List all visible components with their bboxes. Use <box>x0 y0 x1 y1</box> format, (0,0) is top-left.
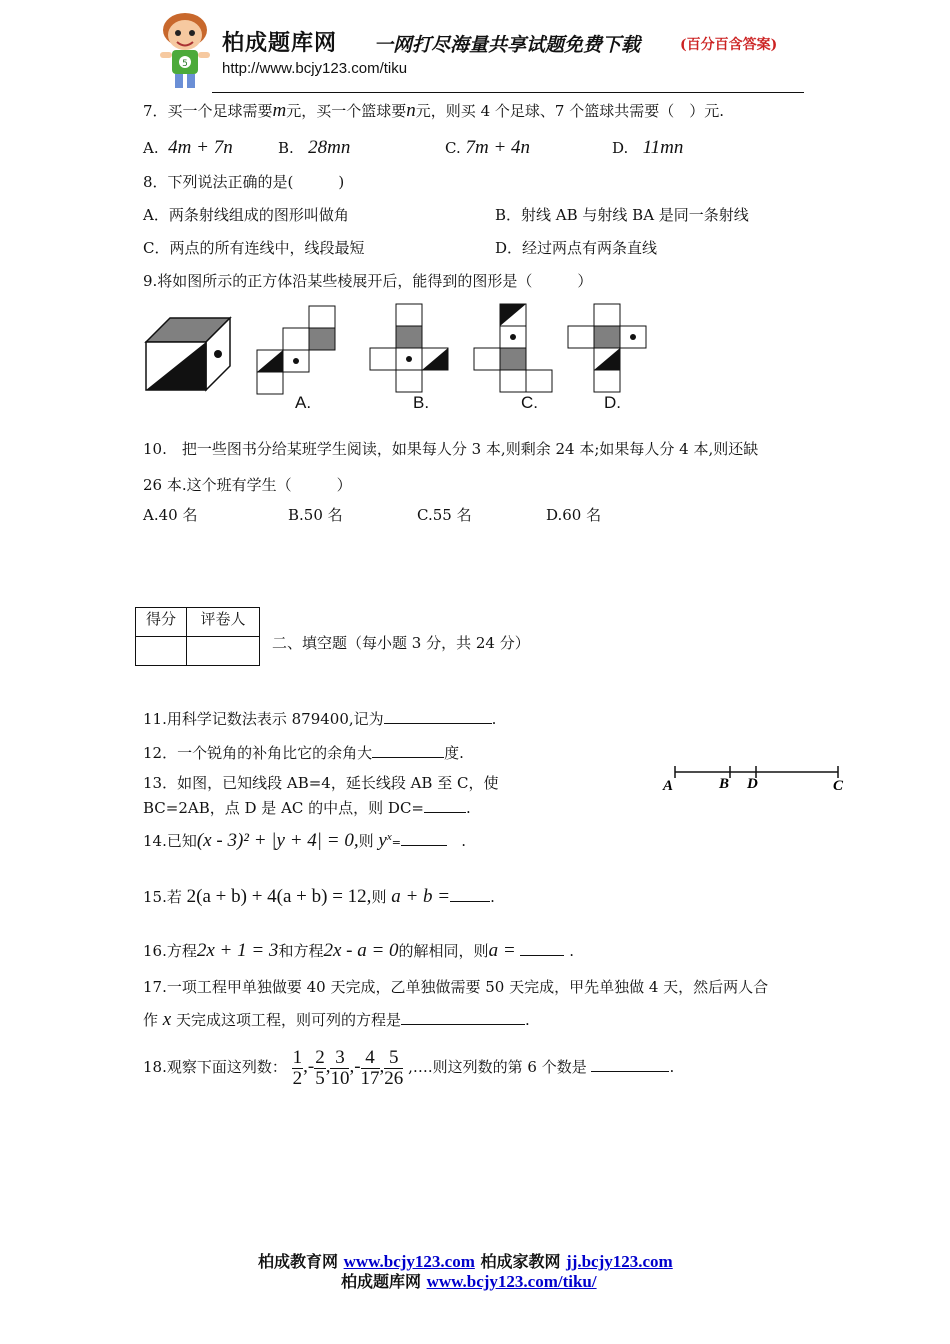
net-c <box>472 303 554 393</box>
site-name: 柏成题库网 <box>222 30 338 56</box>
question-15: 15.若 2(a + b) + 4(a + b) = 12,则 a + b = . <box>143 886 495 907</box>
score-cell[interactable] <box>136 637 187 666</box>
segment-figure <box>655 760 855 796</box>
fraction-4: $\frac{4}{17}$ <box>360 1046 380 1089</box>
answer-blank-13[interactable] <box>424 798 466 813</box>
var-n: n <box>406 100 416 121</box>
point-a-label: A <box>663 778 674 794</box>
question-17-line2: 作 x 天完成这项工程，则可列的方程是 . <box>143 1009 530 1030</box>
question-10-line2: 26 本.这个班有学生（ ） <box>143 476 352 494</box>
answer-blank-14[interactable] <box>401 831 447 846</box>
answer-blank-11[interactable] <box>384 709 492 724</box>
site-slogan: 一网打尽海量共享试题免费下载 <box>374 34 641 56</box>
answer-blank-16[interactable] <box>520 941 564 956</box>
question-11: 11.用科学记数法表示 879400,记为 . <box>143 710 497 728</box>
q10-option-a[interactable]: A.40 名 <box>143 506 198 524</box>
net-b <box>368 303 450 393</box>
answer-badge: (百分百含答案) <box>680 37 778 53</box>
svg-text:5: 5 <box>182 59 188 69</box>
question-8-stem: 8．下列说法正确的是( ) <box>143 173 345 191</box>
question-7: 7．买一个足球需要m元，买一个篮球要n元，则买 4 个足球、7 个篮球共需要（ ）元. <box>143 100 724 121</box>
fraction-3: $\frac{3}{10}$ <box>330 1046 350 1089</box>
question-13-line1: 13．如图，已知线段 AB=4，延长线段 AB 至 C，使 <box>143 774 499 792</box>
question-9-stem: 9.将如图所示的正方体沿某些棱展开后，能得到的图形是（ ） <box>143 272 593 290</box>
q8-option-b[interactable]: B．射线 AB 与射线 BA 是同一条射线 <box>495 206 749 224</box>
q7-option-d[interactable]: D. 11mn <box>612 137 684 158</box>
fraction-1: $\frac{1}{2}$ <box>292 1046 303 1089</box>
question-10-line1: 10. 把一些图书分给某班学生阅读，如果每人分 3 本,则剩余 24 本;如果每人分 4 本,则还缺 <box>143 440 759 458</box>
question-14: 14.已知(x - 3)² + |y + 4| = 0,则 $y^x=$ . <box>143 830 467 851</box>
net-b-label: B. <box>413 393 430 412</box>
question-13-line2: BC=2AB，点 D 是 AC 的中点，则 DC= . <box>143 799 471 817</box>
net-a <box>255 305 337 395</box>
footer-line-1: 柏成教育网 www.bcjy123.com 柏成家教网 jj.bcjy123.com <box>258 1252 673 1271</box>
site-url: http://www.bcjy123.com/tiku <box>222 60 408 77</box>
footer-line-2: 柏成题库网 www.bcjy123.com/tiku/ <box>341 1272 597 1291</box>
question-17-line1: 17.一项工程甲单独做要 40 天完成，乙单独做需要 50 天完成，甲先单独做 4 天，然后两人合 <box>143 978 769 996</box>
question-18: 18.观察下面这列数： $\frac{1}{2}$ ,- $\frac{2}{5}$ , $\frac{3}{10}$ ,- $\frac{4}{17}$ , $\frac{5}{26}$ ,….则这列数的第 6 个数是 . <box>143 1046 675 1089</box>
footer-link-main[interactable]: www.bcjy123.com <box>343 1252 475 1271</box>
grader-cell[interactable] <box>187 637 260 666</box>
point-c-label: C <box>833 778 844 794</box>
answer-blank-18[interactable] <box>591 1057 669 1072</box>
header-rule <box>212 92 804 93</box>
question-16: 16.方程2x + 1 = 3和方程2x - a = 0的解相同，则a = . <box>143 940 574 961</box>
q7-option-a[interactable]: A. 4m + 7n <box>143 137 233 158</box>
net-d-label: D. <box>604 393 621 412</box>
q7-option-c[interactable]: C. 7m + 4n <box>445 137 531 158</box>
q8-option-d[interactable]: D．经过两点有两条直线 <box>495 239 658 257</box>
footer-link-tutor[interactable]: jj.bcjy123.com <box>566 1252 673 1271</box>
q8-option-c[interactable]: C．两点的所有连线中，线段最短 <box>143 239 365 257</box>
answer-blank-15[interactable] <box>450 887 490 902</box>
point-d-label: D <box>747 776 758 792</box>
net-d <box>564 303 650 393</box>
q10-option-d[interactable]: D.60 名 <box>546 506 602 524</box>
sequence: $\frac{1}{2}$ ,- $\frac{2}{5}$ , $\frac{3}{10}$ ,- $\frac{4}{17}$ , $\frac{5}{26}$ <box>292 1046 404 1089</box>
footer-link-tiku[interactable]: www.bcjy123.com/tiku/ <box>426 1272 597 1291</box>
header <box>140 8 810 94</box>
section-2-title: 二、填空题（每小题 3 分，共 24 分） <box>272 634 530 652</box>
q8-option-a[interactable]: A．两条射线组成的图形叫做角 <box>143 206 349 224</box>
q10-option-c[interactable]: C.55 名 <box>417 506 472 524</box>
net-a-label: A. <box>295 393 312 412</box>
mascot-logo <box>148 10 222 92</box>
fraction-5: $\frac{5}{26}$ <box>384 1046 404 1089</box>
point-b-label: B <box>719 776 730 792</box>
question-12: 12．一个锐角的补角比它的余角大 度. <box>143 744 464 762</box>
net-c-label: C. <box>521 393 538 412</box>
q7-option-b[interactable]: B. 28mn <box>278 137 351 158</box>
score-header: 得分 <box>136 608 187 637</box>
cube-figure <box>140 312 240 394</box>
grader-header: 评卷人 <box>187 608 260 637</box>
q10-option-b[interactable]: B.50 名 <box>288 506 343 524</box>
var-m: m <box>272 100 287 121</box>
score-table <box>135 607 260 666</box>
fraction-2: $\frac{2}{5}$ <box>315 1046 325 1089</box>
answer-blank-12[interactable] <box>372 743 444 758</box>
answer-blank-17[interactable] <box>401 1010 525 1025</box>
